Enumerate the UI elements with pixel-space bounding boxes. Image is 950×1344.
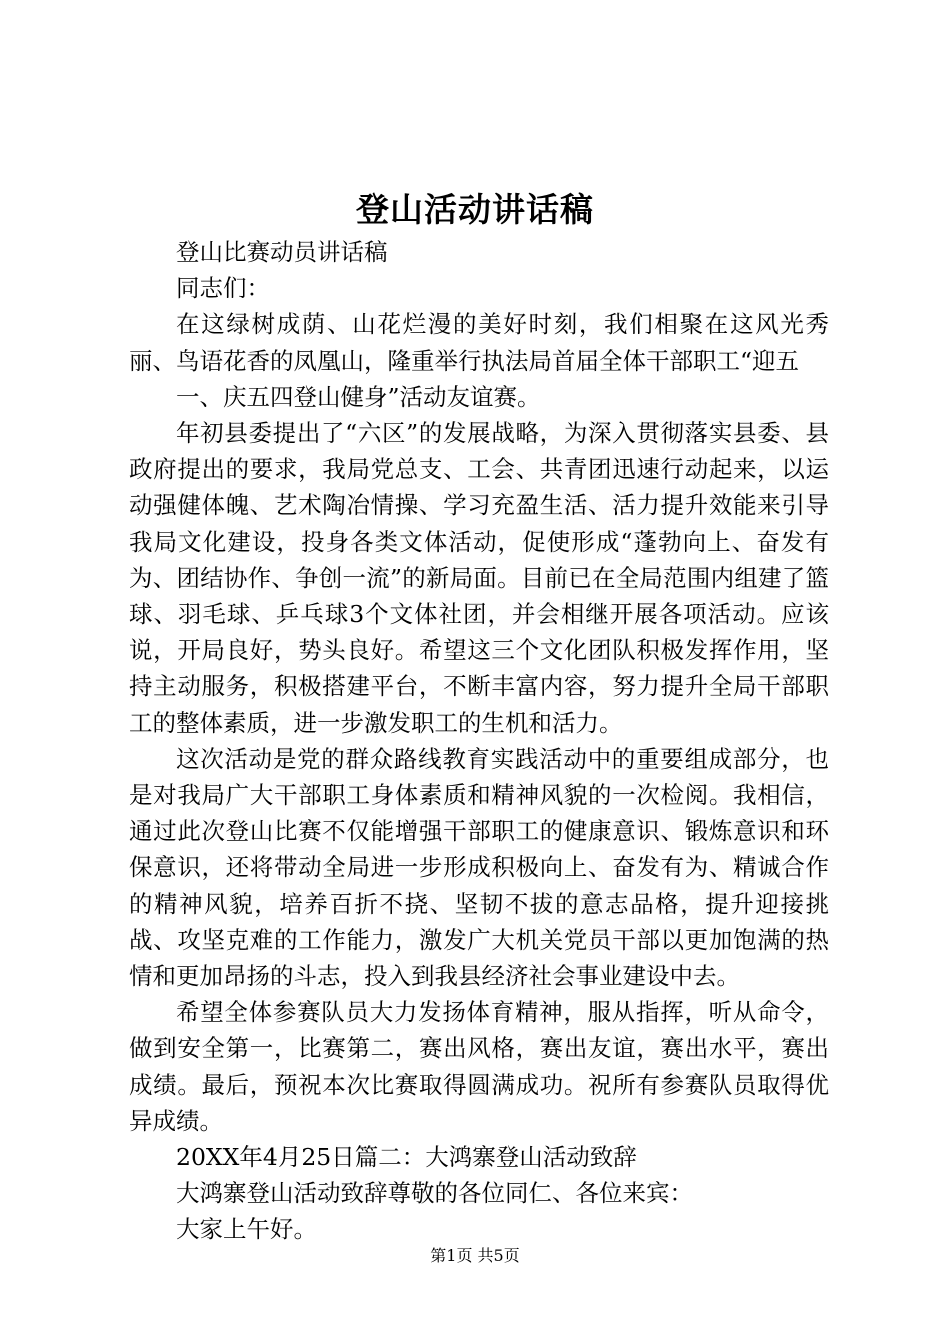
paragraph-wishes: 希望全体参赛队员大力发扬体育精神，服从指挥，听从命令，做到安全第一，比赛第二，赛出风格，赛出友谊，赛出水平，赛出成绩。最后，预祝本次比赛取得圆满成功。祝所有参赛队员取得优异成绩。 <box>129 998 829 1135</box>
paragraph-event-name: 一、庆五四登山健身”活动友谊赛。 <box>176 382 541 411</box>
paragraph-significance: 这次活动是党的群众路线教育实践活动中的重要组成部分，也是对我局广大干部职工身体素质和精神风貌的一次检阅。我相信，通过此次登山比赛不仅能增强干部职工的健康意识、锻炼意识和环保意识，还将带动全局进一步形成积极向上、奋发有为、精诚合作的精神风貌，培养百折不挠、坚韧不拔的意志品格，提升迎接挑战、攻坚克难的工作能力，激发广大机关党员干部以更加饱满的热情和更加昂扬的斗志，投入到我县经济社会事业建设中去。 <box>129 744 829 991</box>
paragraph-second-speech-heading: 大鸿寨登山活动致辞尊敬的各位同仁、各位来宾： <box>176 1179 693 1208</box>
document-title: 登山活动讲话稿 <box>356 190 594 229</box>
paragraph-subtitle: 登山比赛动员讲话稿 <box>176 238 388 266</box>
paragraph-date-section: 20XX年4月25日篇二：大鸿寨登山活动致辞 <box>176 1143 637 1172</box>
paragraph-greeting: 大家上午好。 <box>176 1215 317 1244</box>
document-body <box>129 234 829 1248</box>
paragraph-background: 年初县委提出了“六区”的发展战略，为深入贯彻落实县委、县政府提出的要求，我局党总支、工会、共青团迅速行动起来，以运动强健体魄、艺术陶冶情操、学习充盈生活、活力提升效能来引导我局文化建设，投身各类文体活动，促使形成“蓬勃向上、奋发有为、团结协作、争创一流”的新局面。目前已在全局范围内组建了篮球、羽毛球、乒乓球3个文体社团，并会相继开展各项活动。应该说，开局良好，势头良好。希望这三个文化团队积极发挥作用，坚持主动服务，积极搭建平台，不断丰富内容，努力提升全局干部职工的整体素质，进一步激发职工的生机和活力。 <box>129 419 829 737</box>
page-footer: 第1页 共5页 <box>430 1246 520 1265</box>
paragraph-salutation: 同志们： <box>176 274 270 303</box>
paragraph-opening: 在这绿树成荫、山花烂漫的美好时刻，我们相聚在这风光秀丽、鸟语花香的凤凰山，隆重举行执法局首届全体干部职工“迎五 <box>129 310 829 375</box>
